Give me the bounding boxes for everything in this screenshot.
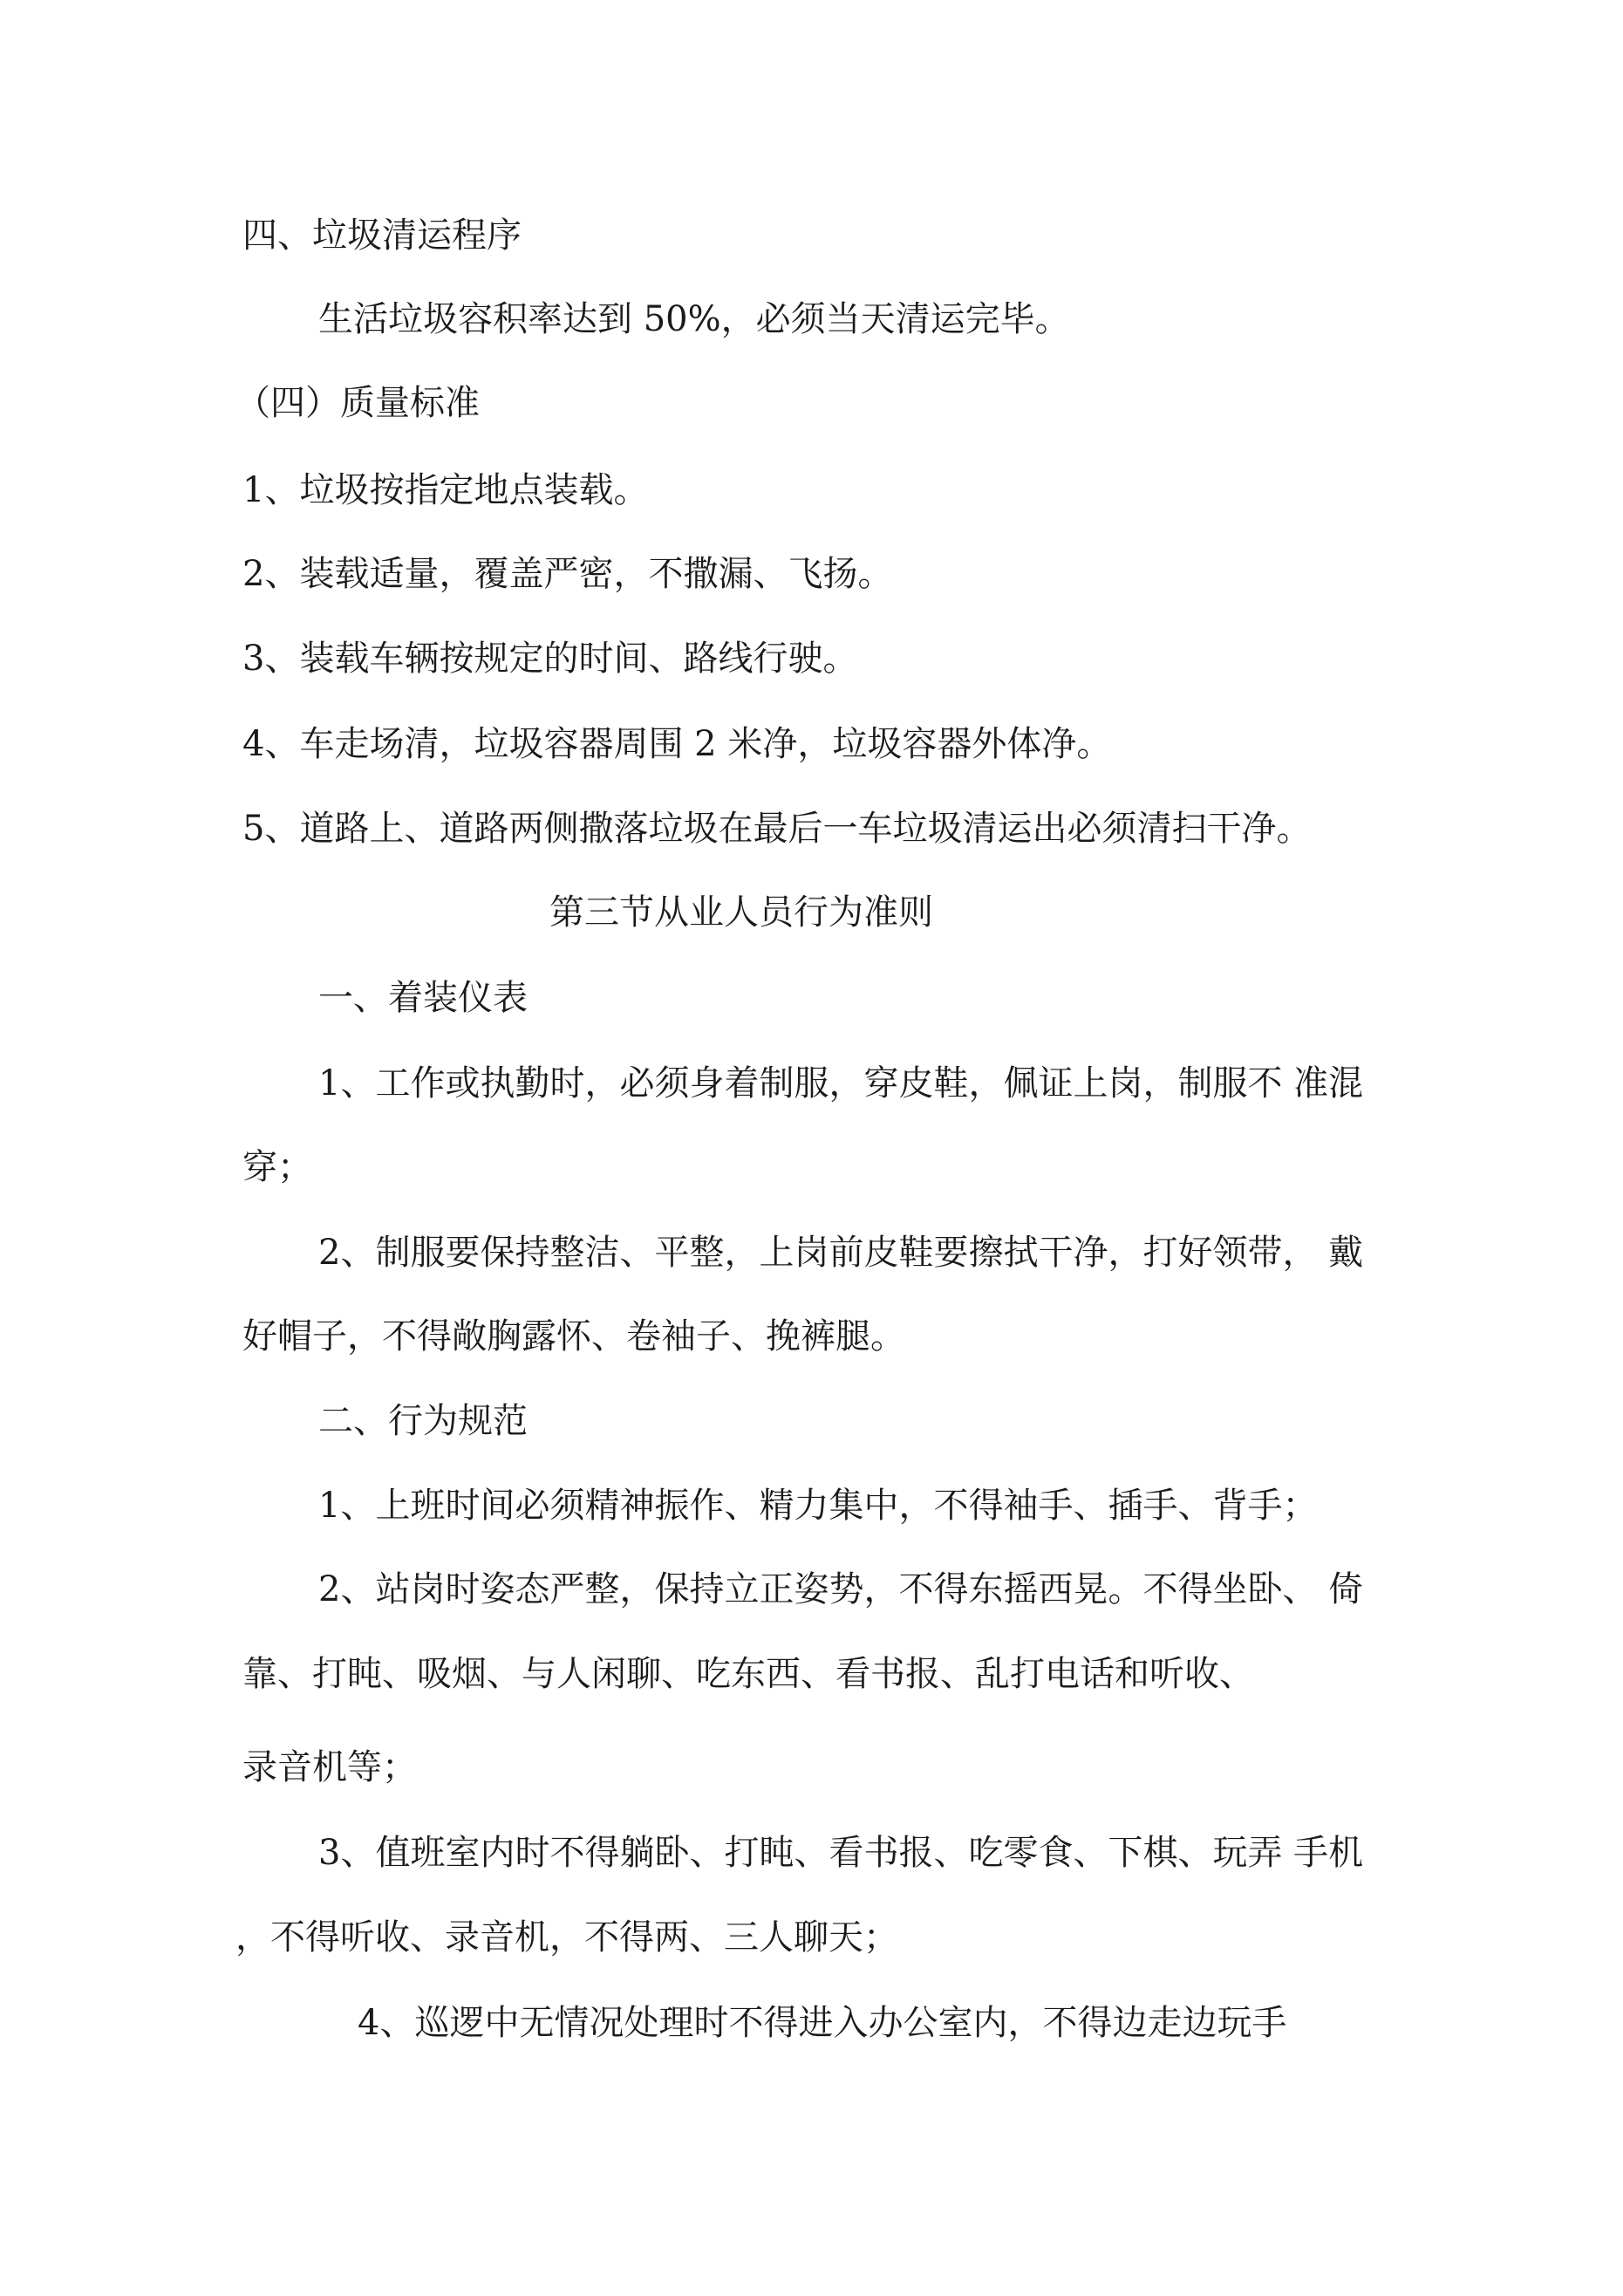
paragraph-line: 录音机等； (242, 1747, 417, 1787)
list-item: 3、装载车辆按规定的时间、路线行驶。 (242, 639, 858, 679)
section-heading: 一、着装仪表 (318, 978, 528, 1018)
section-heading: 二、行为规范 (318, 1401, 528, 1441)
list-item: 4、车走场清，垃圾容器周围 2 米净，垃圾容器外体净。 (242, 724, 1112, 764)
section-heading: 四、垃圾清运程序 (242, 215, 522, 256)
paragraph-line: 2、制服要保持整洁、平整，上岗前皮鞋要擦拭干净，打好领带， 戴 (318, 1233, 1364, 1273)
paragraph-line: ，不得听收、录音机，不得两、三人聊天； (235, 1917, 898, 1958)
list-item: 2、装载适量，覆盖严密，不撒漏、飞扬。 (242, 554, 893, 594)
paragraph-line: 1、上班时间必须精神振作、精力集中，不得袖手、插手、背手； (318, 1486, 1318, 1526)
subsection-heading: （四）质量标准 (235, 383, 480, 423)
paragraph-line: 穿； (242, 1147, 312, 1187)
paragraph-line: 好帽子，不得敞胸露怀、卷袖子、挽裤腿。 (242, 1316, 905, 1356)
paragraph-line: 靠、打盹、吸烟、与人闲聊、吃东西、看书报、乱打电话和听收、 (242, 1654, 1254, 1694)
paragraph-line: 2、站岗时姿态严整，保持立正姿势，不得东摇西晃。不得坐卧、 倚 (318, 1569, 1364, 1609)
list-item: 1、垃圾按指定地点装载。 (242, 470, 649, 510)
paragraph-line: 1、工作或执勤时，必须身着制服，穿皮鞋，佩证上岗，制服不 准混 (318, 1063, 1364, 1104)
chapter-section-title: 第三节从业人员行为准则 (549, 892, 933, 933)
list-item: 5、道路上、道路两侧撒落垃圾在最后一车垃圾清运出必须清扫干净。 (242, 809, 1312, 849)
paragraph-line: 4、巡逻中无情况处理时不得进入办公室内，不得边走边玩手 (358, 2003, 1287, 2043)
paragraph-line: 生活垃圾容积率达到 50%，必须当天清运完毕。 (318, 299, 1070, 339)
paragraph-line: 3、值班室内时不得躺卧、打盹、看书报、吃零食、下棋、玩弄 手机 (318, 1833, 1364, 1873)
